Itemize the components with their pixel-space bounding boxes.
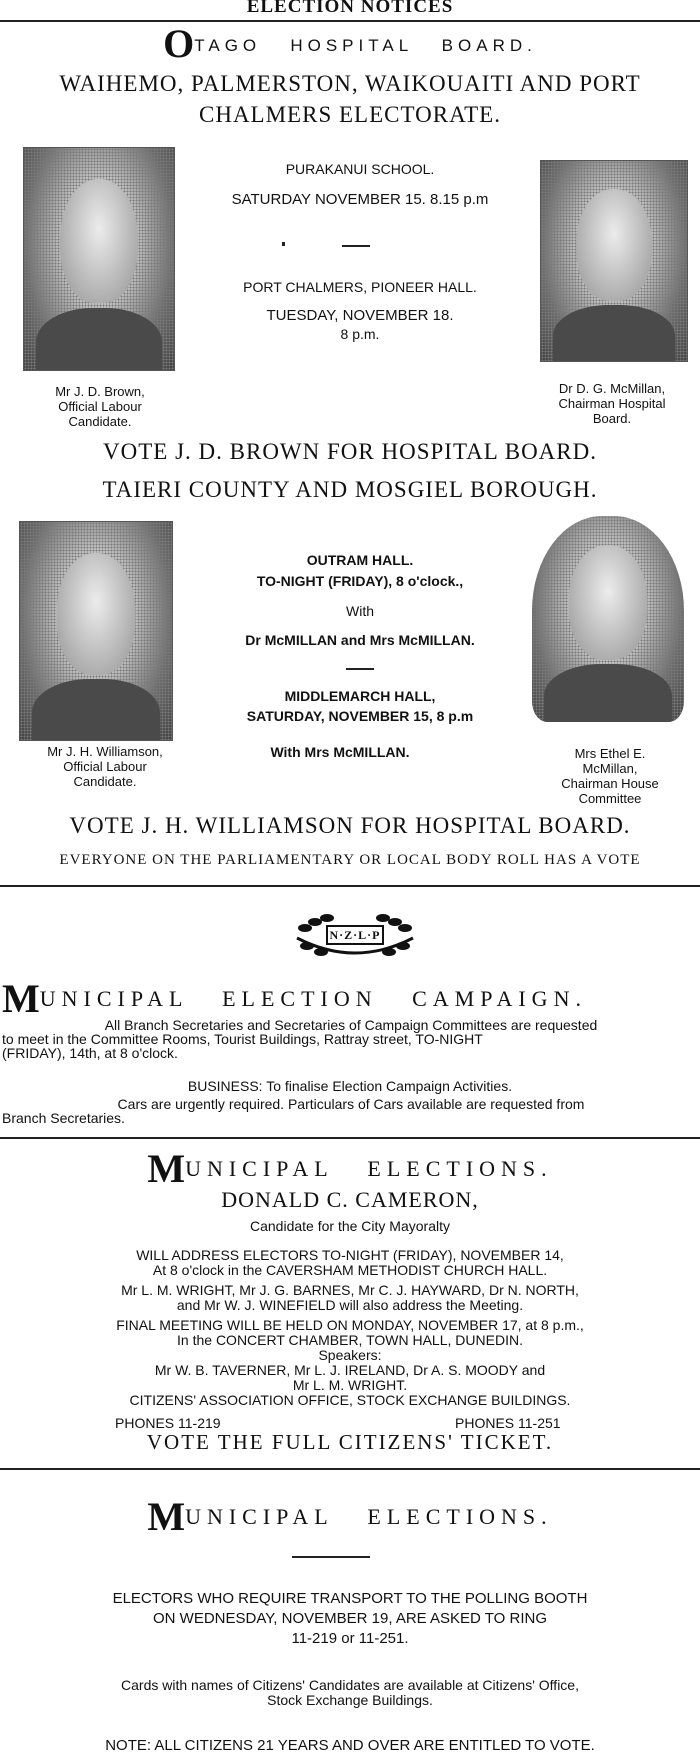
with-label: With xyxy=(346,603,374,619)
speck xyxy=(282,242,285,246)
detail-line: At 8 o'clock in the CAVERSHAM METHODIST CHURCH HALL. xyxy=(152,1262,548,1278)
business-line: BUSINESS: To finalise Election Campaign Activities. xyxy=(187,1078,513,1094)
detail-line: FINAL MEETING WILL BE HELD ON MONDAY, NOVEMBER 17, at 8 p.m., xyxy=(116,1317,584,1333)
nzlp-notice xyxy=(2,1018,700,1060)
detail-line: Mr L. M. WRIGHT, Mr J. G. BARNES, Mr C. J. HAYWARD, Dr N. NORTH, xyxy=(121,1282,579,1298)
caption-line: Mr J. H. Williamson, xyxy=(47,744,163,759)
meeting2-time: 8 p.m. xyxy=(340,326,380,342)
nzlp-emblem xyxy=(285,908,425,960)
section-title: ELECTION NOTICES xyxy=(246,0,454,17)
title-rest: UNICIPAL ELECTION CAMPAIGN. xyxy=(39,986,587,1011)
meeting1-place: PURAKANUI SCHOOL. xyxy=(285,161,435,177)
outram-place: OUTRAM HALL. xyxy=(306,552,414,568)
caption-brown xyxy=(0,384,200,429)
with-names: Dr McMILLAN and Mrs McMILLAN. xyxy=(245,632,475,648)
caption-mcmillan xyxy=(524,381,700,426)
caption-line: Official Labour xyxy=(63,759,147,774)
caption-line: Chairman Hospital xyxy=(558,396,666,411)
cards-notice xyxy=(0,1678,700,1708)
caption-line: Committee xyxy=(578,791,642,806)
detail-line: Mr L. M. WRIGHT. xyxy=(292,1377,408,1393)
detail-line: In the CONCERT CHAMBER, TOWN HALL, DUNEDIN. xyxy=(177,1332,523,1348)
candidate-photo-brown xyxy=(23,147,175,371)
notice-line: to meet in the Committee Rooms, Tourist Buildings, Rattray street, TO-NIGHT xyxy=(2,1031,483,1047)
cameron-details xyxy=(0,1248,700,1408)
caption-line: Mrs Ethel E. xyxy=(574,746,646,761)
notice-line: ON WEDNESDAY, NOVEMBER 19, ARE ASKED TO RING xyxy=(153,1610,547,1627)
transport-title xyxy=(0,1493,700,1540)
transport-notice xyxy=(0,1589,700,1649)
detail-line: Mr W. B. TAVERNER, Mr L. J. IRELAND, Dr A. S. MOODY and xyxy=(154,1362,546,1378)
title-initial: M xyxy=(2,976,40,1021)
caption-mrs-mcmillan xyxy=(520,746,700,806)
detail-line: Speakers: xyxy=(318,1347,382,1363)
candidate-photo-mcmillan xyxy=(540,160,688,362)
notice-line: 11-219 or 11-251. xyxy=(291,1630,409,1647)
title-rest: UNICIPAL ELECTIONS. xyxy=(185,1504,553,1529)
board-title xyxy=(0,20,700,67)
candidacy: Candidate for the City Mayoralty xyxy=(250,1218,450,1234)
divider xyxy=(0,1468,700,1470)
notice-line: Cards with names of Citizens' Candidates are available at Citizens' Office, xyxy=(121,1677,579,1693)
caption-line: Candidate. xyxy=(73,774,137,789)
electorate2-title: TAIERI COUNTY AND MOSGIEL BOROUGH. xyxy=(102,477,598,502)
electorate1-title-line1: WAIHEMO, PALMERSTON, WAIKOUAITI AND PORT xyxy=(59,71,641,96)
note-line: NOTE: ALL CITIZENS 21 YEARS AND OVER ARE ENTITLED TO VOTE. xyxy=(105,1737,595,1754)
title-initial: M xyxy=(147,1146,186,1191)
meeting1-time: SATURDAY NOVEMBER 15. 8.15 p.m xyxy=(231,191,489,208)
separator-dash xyxy=(342,245,370,247)
caption-line: Mr J. D. Brown, xyxy=(55,384,145,399)
board-title-initial: O xyxy=(163,21,195,66)
title-rest: UNICIPAL ELECTIONS. xyxy=(185,1156,553,1181)
meeting2-place: PORT CHALMERS, PIONEER HALL. xyxy=(243,279,477,295)
divider xyxy=(0,885,700,887)
separator-dash xyxy=(292,1556,370,1558)
roll-line: EVERYONE ON THE PARLIAMENTARY OR LOCAL BODY ROLL HAS A VOTE xyxy=(59,852,641,868)
notice-line: All Branch Secretaries and Secretaries of Campaign Committees are requested xyxy=(104,1017,598,1033)
vote-citizens-ticket: VOTE THE FULL CITIZENS' TICKET. xyxy=(146,1430,554,1454)
notice-line: Cars are urgently required. Particulars of Cars available are requested from xyxy=(117,1096,585,1112)
candidate-name: DONALD C. CAMERON, xyxy=(221,1187,479,1212)
caption-line: Candidate. xyxy=(68,414,132,429)
caption-line: Official Labour xyxy=(58,399,142,414)
meeting2-day: TUESDAY, NOVEMBER 18. xyxy=(266,307,454,324)
electorate1-title-line2: CHALMERS ELECTORATE. xyxy=(199,102,501,127)
detail-line: WILL ADDRESS ELECTORS TO-NIGHT (FRIDAY), NOVEMBER 14, xyxy=(136,1247,564,1263)
caption-line: Dr D. G. McMillan, xyxy=(558,381,666,396)
nzlp-campaign-title xyxy=(2,975,700,1022)
caption-line: Chairman House xyxy=(561,776,659,791)
middlemarch-with: With Mrs McMILLAN. xyxy=(270,744,410,760)
notice-line: ELECTORS WHO REQUIRE TRANSPORT TO THE POLLING BOOTH xyxy=(112,1590,588,1607)
cars-notice xyxy=(2,1097,700,1125)
middlemarch-time: SATURDAY, NOVEMBER 15, 8 p.m xyxy=(246,708,474,724)
caption-line: Board. xyxy=(592,411,632,426)
detail-line: CITIZENS' ASSOCIATION OFFICE, STOCK EXCHANGE BUILDINGS. xyxy=(129,1392,571,1408)
vote-williamson: VOTE J. H. WILLIAMSON FOR HOSPITAL BOARD. xyxy=(69,813,631,838)
candidate-photo-mrs-mcmillan xyxy=(532,516,684,722)
outram-time: TO-NIGHT (FRIDAY), 8 o'clock., xyxy=(256,573,464,589)
notice-line: (FRIDAY), 14th, at 8 o'clock. xyxy=(2,1045,178,1061)
separator-dash xyxy=(346,668,374,670)
caption-line: McMillan, xyxy=(582,761,638,776)
title-initial: M xyxy=(147,1494,186,1539)
vote-brown: VOTE J. D. BROWN FOR HOSPITAL BOARD. xyxy=(103,439,597,464)
middlemarch-place: MIDDLEMARCH HALL, xyxy=(284,688,436,704)
board-title-rest: TAGO HOSPITAL BOARD. xyxy=(194,36,537,55)
cameron-title xyxy=(0,1145,700,1192)
detail-line: and Mr W. J. WINEFIELD will also address the Meeting. xyxy=(176,1297,524,1313)
phone-left: PHONES 11-219 xyxy=(115,1415,221,1431)
candidate-photo-williamson xyxy=(19,521,173,741)
notice-line: Stock Exchange Buildings. xyxy=(267,1692,433,1708)
divider xyxy=(0,1137,700,1139)
phone-right: PHONES 11-251 xyxy=(455,1415,561,1431)
notice-line: Branch Secretaries. xyxy=(2,1110,125,1126)
caption-williamson xyxy=(0,744,210,789)
nzlp-emblem-text: N·Z·L·P xyxy=(329,928,381,942)
